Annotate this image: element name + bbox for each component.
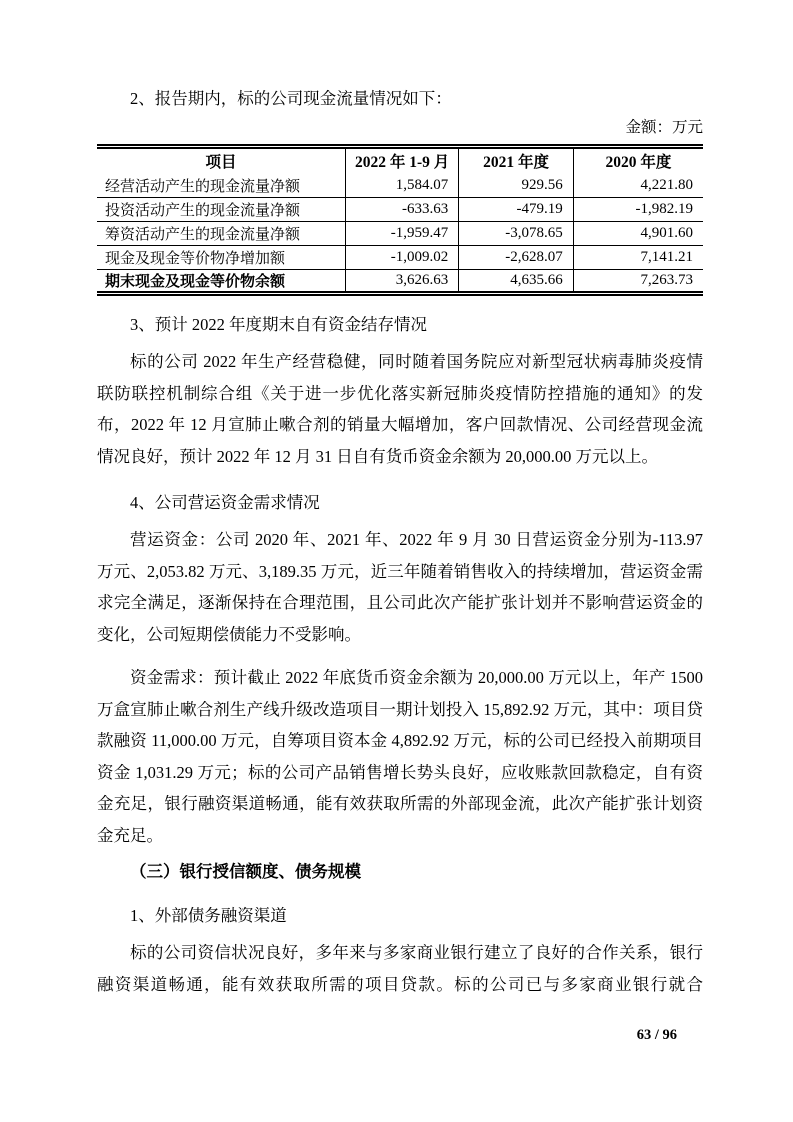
row-item-label: 投资活动产生的现金流量净额 <box>97 198 345 222</box>
row-value-2020: 7,141.21 <box>573 246 703 270</box>
table-row <box>97 222 703 246</box>
row-value-2021: 929.56 <box>459 174 574 198</box>
row-value-2021: -2,628.07 <box>459 246 574 270</box>
table-row <box>97 174 703 198</box>
amount-unit-label: 金额：万元 <box>625 119 703 136</box>
table-row <box>97 198 703 222</box>
table-row <box>97 246 703 270</box>
table-row-total <box>97 270 703 294</box>
heading-self-funds: 3、预计 2022 年度期末自有资金结存情况 <box>130 315 427 334</box>
row-item-label: 经营活动产生的现金流量净额 <box>97 174 345 198</box>
para-external-debt: 标的公司资信状况良好，多年来与多家商业银行建立了良好的合作关系，银行融资渠道畅通，能有效获取所需的项目贷款。标的公司已与多家商业银行就合 <box>97 943 703 994</box>
row-value-2020: 4,901.60 <box>573 222 703 246</box>
document-content <box>97 88 703 1000</box>
para-capital-demand: 资金需求：预计截止 2022 年底货币资金余额为 20,000.00 万元以上，年产 1500 万盒宣肺止嗽合剂生产线升级改造项目一期计划投入 15,892.92 万元，其中：项目贷款融资 11,000.00 万元，自筹项目资本金 4,892.92 万元，标的公司已经投入前期项目资金 1,031.29 万元；标的公司产品销售增长势头良好，应收账款回款稳定，自有资金充足，银行融资渠道畅通，能有效获取所需的外部现金流，此次产能扩张计划资金充足。 <box>97 668 703 845</box>
para-self-funds: 标的公司 2022 年生产经营稳健，同时随着国务院应对新型冠状病毒肺炎疫情 联防联控机制综合组《关于进一步优化落实新冠肺炎疫情防控措施的通知》的发布，2022 年 12 月宣肺止嗽合剂的销量大幅增加，客户回款情况、公司经营现金流情况良好，预计 2022 年 12 月 31 日自有货币资金余额为 20,000.00 万元以上。 <box>97 352 703 466</box>
row-value-2022: -1,009.02 <box>345 246 458 270</box>
row-value-2021: 4,635.66 <box>459 270 574 294</box>
col-header-item: 项目 <box>97 147 345 174</box>
row-item-label: 筹资活动产生的现金流量净额 <box>97 222 345 246</box>
heading-working-capital: 4、公司营运资金需求情况 <box>130 493 320 512</box>
row-value-2022: -1,959.47 <box>345 222 458 246</box>
row-value-2022: -633.63 <box>345 198 458 222</box>
heading-cash-flow: 2、报告期内，标的公司现金流量情况如下： <box>130 89 452 108</box>
row-item-label: 期末现金及现金等价物余额 <box>97 270 345 294</box>
row-value-2022: 3,626.63 <box>345 270 458 294</box>
para-working-capital: 营运资金：公司 2020 年、2021 年、2022 年 9 月 30 日营运资金分别为-113.97 万元、2,053.82 万元、3,189.35 万元，近三年随着销售收入的持续增加，营运资金需求完全满足，逐渐保持在合理范围，且公司此次产能扩张计划并不影响营运资金的变化，公司短期偿债能力不受影响。 <box>97 530 703 644</box>
row-value-2021: -3,078.65 <box>459 222 574 246</box>
row-value-2020: -1,982.19 <box>573 198 703 222</box>
table-header-row <box>97 147 703 174</box>
row-value-2021: -479.19 <box>459 198 574 222</box>
page-number: 63 / 96 <box>636 1027 677 1043</box>
heading-external-debt: 1、外部债务融资渠道 <box>130 906 287 925</box>
row-value-2020: 4,221.80 <box>573 174 703 198</box>
row-value-2022: 1,584.07 <box>345 174 458 198</box>
col-header-2022: 2022 年 1-9 月 <box>345 147 458 174</box>
col-header-2020: 2020 年度 <box>605 154 672 172</box>
row-item-label: 现金及现金等价物净增加额 <box>97 246 345 270</box>
cash-flow-table <box>97 144 703 296</box>
row-value-2020: 7,263.73 <box>640 272 693 288</box>
col-header-2021: 2021 年度 <box>459 147 574 174</box>
heading-bank-credit: （三）银行授信额度、债务规模 <box>130 862 361 881</box>
